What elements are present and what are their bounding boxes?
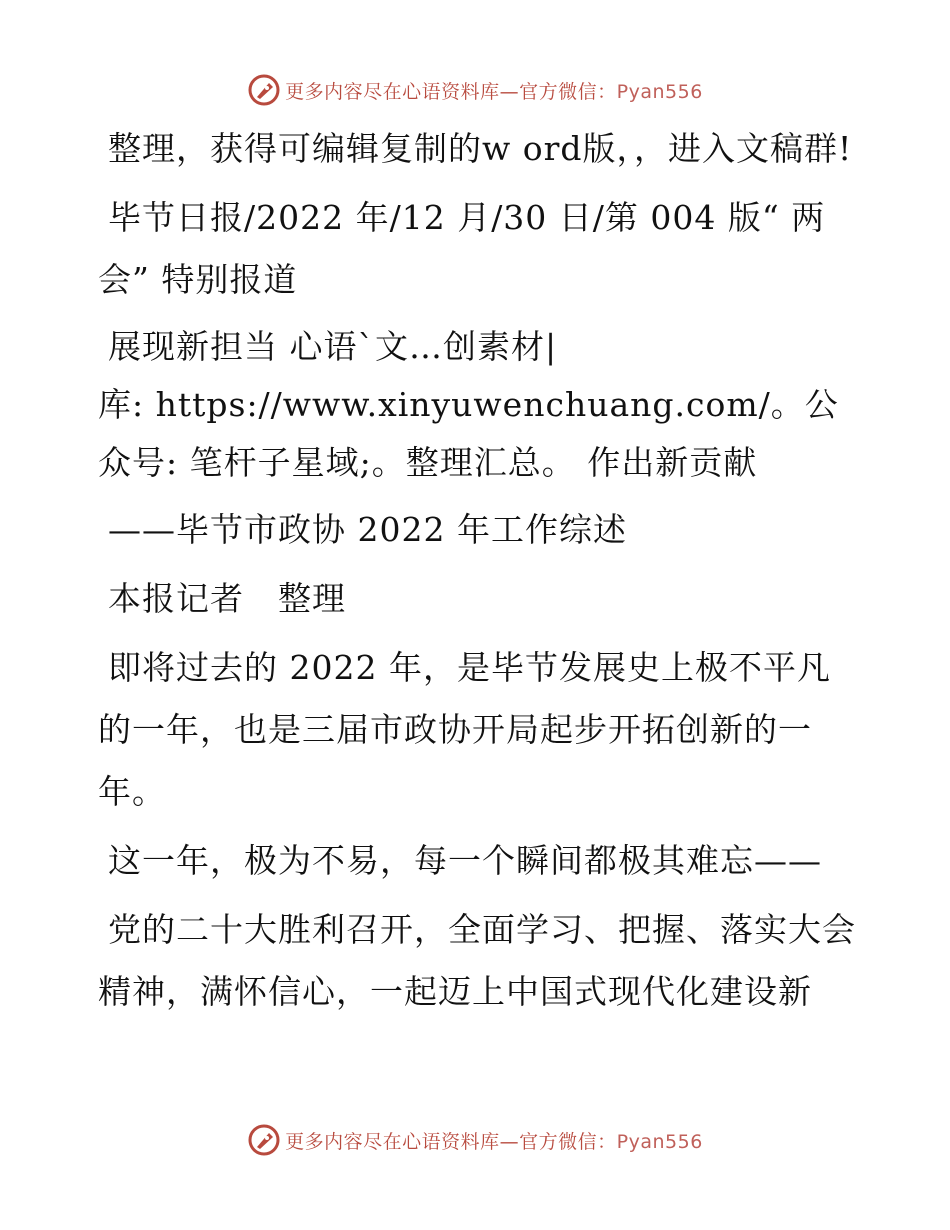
paragraph: ——毕节市政协 2022 年工作综述 [108, 510, 627, 549]
paragraph: 毕节日报/2022 年/12 月/30 日/第 004 版“ 两会” 特别报道 [98, 198, 826, 299]
watermark-text: 更多内容尽在心语资料库—官方微信： [285, 1130, 617, 1153]
watermark-id: Pyan556 [616, 80, 703, 103]
paragraph: 展现新担当 心语`文…创素材| [108, 327, 558, 366]
pen-nib-logo-icon [247, 1123, 281, 1157]
paragraph: 库: https://www.xinyuwenchuang.com/。公众号: 笔杆子星域;。整理汇总。 作出新贡献 [98, 385, 839, 482]
paragraph: 党的二十大胜利召开，全面学习、把握、落实大会精神，满怀信心，一起迈上中国式现代化建设新 [98, 910, 856, 1011]
document-body [98, 118, 858, 1030]
footer-watermark [0, 1120, 950, 1160]
watermark-text: 更多内容尽在心语资料库—官方微信： [285, 80, 617, 103]
paragraph: 这一年，极为不易，每一个瞬间都极其难忘—— [108, 841, 822, 880]
watermark-id: Pyan556 [616, 1130, 703, 1153]
pen-nib-logo-icon [247, 73, 281, 107]
paragraph: 整理，获得可编辑复制的w ord版，，进入文稿群! [108, 129, 853, 168]
paragraph: 本报记者 整理 [108, 579, 346, 618]
header-watermark [0, 70, 950, 110]
paragraph: 即将过去的 2022 年，是毕节发展史上极不平凡的一年，也是三届市政协开局起步开拓创新的一年。 [98, 648, 831, 811]
